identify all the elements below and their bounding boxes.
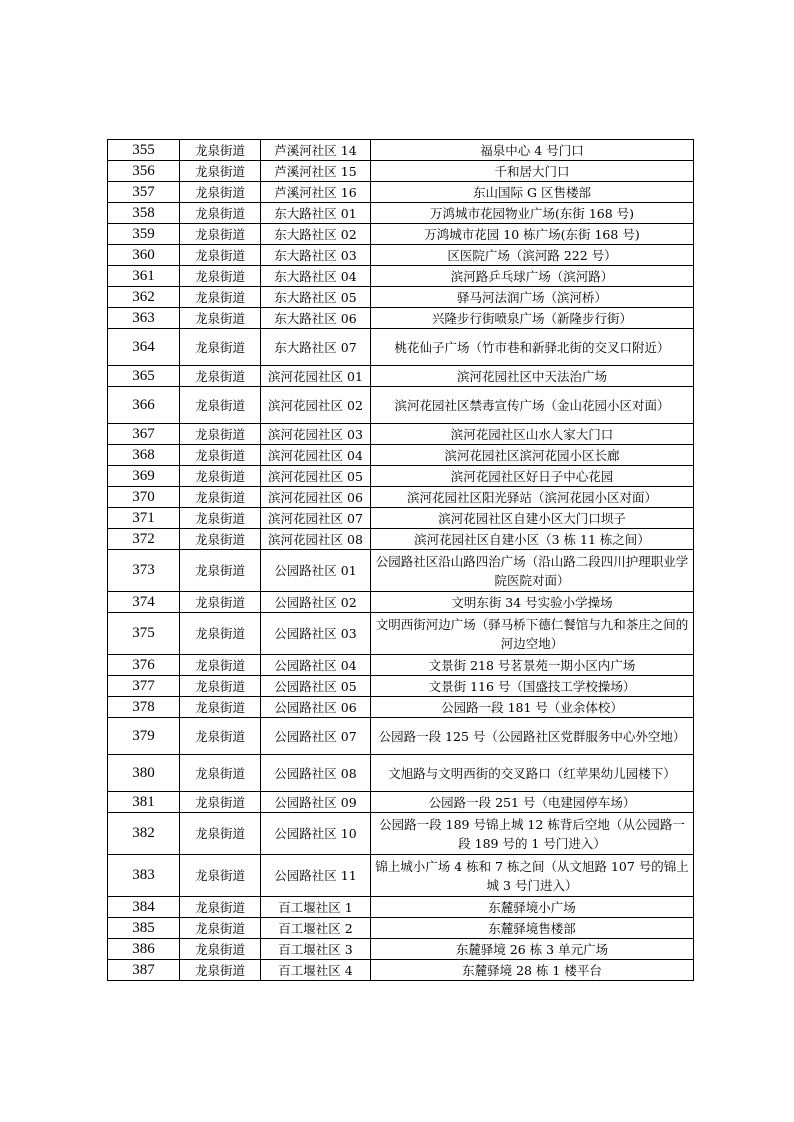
site-name: 东大路社区 06 xyxy=(261,308,371,329)
row-number: 373 xyxy=(108,550,180,592)
table-row xyxy=(108,366,694,387)
street-name: 龙泉街道 xyxy=(180,224,261,245)
row-number: 386 xyxy=(108,939,180,960)
street-name: 龙泉街道 xyxy=(180,445,261,466)
site-location: 兴隆步行街喷泉广场（新隆步行街） xyxy=(371,308,694,329)
table-row xyxy=(108,387,694,424)
street-name: 龙泉街道 xyxy=(180,161,261,182)
site-name: 滨河花园社区 04 xyxy=(261,445,371,466)
sites-table xyxy=(107,139,694,981)
site-name: 滨河花园社区 05 xyxy=(261,466,371,487)
site-name: 公园路社区 02 xyxy=(261,592,371,613)
table-row xyxy=(108,792,694,813)
street-name: 龙泉街道 xyxy=(180,755,261,792)
site-location: 滨河花园社区自建小区大门口坝子 xyxy=(371,508,694,529)
site-location: 锦上城小广场 4 栋和 7 栋之间（从文旭路 107 号的锦上城 3 号门进入） xyxy=(371,855,694,897)
street-name: 龙泉街道 xyxy=(180,813,261,855)
street-name: 龙泉街道 xyxy=(180,918,261,939)
street-name: 龙泉街道 xyxy=(180,655,261,676)
street-name: 龙泉街道 xyxy=(180,287,261,308)
site-location: 千和居大门口 xyxy=(371,161,694,182)
site-name: 公园路社区 01 xyxy=(261,550,371,592)
street-name: 龙泉街道 xyxy=(180,424,261,445)
site-location: 公园路一段 181 号（业余体校） xyxy=(371,697,694,718)
table-row xyxy=(108,918,694,939)
row-number: 365 xyxy=(108,366,180,387)
site-name: 芦溪河社区 16 xyxy=(261,182,371,203)
row-number: 376 xyxy=(108,655,180,676)
table-row xyxy=(108,161,694,182)
site-name: 东大路社区 02 xyxy=(261,224,371,245)
row-number: 377 xyxy=(108,676,180,697)
row-number: 358 xyxy=(108,203,180,224)
table-row xyxy=(108,424,694,445)
table-row xyxy=(108,445,694,466)
street-name: 龙泉街道 xyxy=(180,529,261,550)
table-row xyxy=(108,718,694,755)
site-location: 福泉中心 4 号门口 xyxy=(371,140,694,161)
row-number: 355 xyxy=(108,140,180,161)
table-row xyxy=(108,508,694,529)
table-row xyxy=(108,755,694,792)
site-location: 桃花仙子广场（竹市巷和新驿北街的交叉口附近） xyxy=(371,329,694,366)
site-location: 东麓驿境 26 栋 3 单元广场 xyxy=(371,939,694,960)
site-location: 滨河花园社区山水人家大门口 xyxy=(371,424,694,445)
site-location: 公园路一段 251 号（电建园停车场） xyxy=(371,792,694,813)
street-name: 龙泉街道 xyxy=(180,487,261,508)
street-name: 龙泉街道 xyxy=(180,550,261,592)
site-name: 滨河花园社区 03 xyxy=(261,424,371,445)
table-row xyxy=(108,224,694,245)
row-number: 357 xyxy=(108,182,180,203)
site-location: 公园路一段 189 号锦上城 12 栋背后空地（从公园路一段 189 号的 1 号门进入） xyxy=(371,813,694,855)
street-name: 龙泉街道 xyxy=(180,697,261,718)
site-name: 东大路社区 01 xyxy=(261,203,371,224)
table-row xyxy=(108,813,694,855)
row-number: 364 xyxy=(108,329,180,366)
row-number: 361 xyxy=(108,266,180,287)
street-name: 龙泉街道 xyxy=(180,613,261,655)
street-name: 龙泉街道 xyxy=(180,939,261,960)
table-row xyxy=(108,550,694,592)
table-row xyxy=(108,613,694,655)
row-number: 360 xyxy=(108,245,180,266)
site-name: 公园路社区 11 xyxy=(261,855,371,897)
table-row xyxy=(108,676,694,697)
site-location: 滨河花园社区好日子中心花园 xyxy=(371,466,694,487)
street-name: 龙泉街道 xyxy=(180,182,261,203)
row-number: 371 xyxy=(108,508,180,529)
street-name: 龙泉街道 xyxy=(180,960,261,981)
street-name: 龙泉街道 xyxy=(180,140,261,161)
site-name: 百工堰社区 4 xyxy=(261,960,371,981)
site-name: 公园路社区 05 xyxy=(261,676,371,697)
site-name: 东大路社区 07 xyxy=(261,329,371,366)
site-location: 东山国际 G 区售楼部 xyxy=(371,182,694,203)
row-number: 370 xyxy=(108,487,180,508)
site-location: 文明东街 34 号实验小学操场 xyxy=(371,592,694,613)
table-row xyxy=(108,466,694,487)
row-number: 381 xyxy=(108,792,180,813)
row-number: 379 xyxy=(108,718,180,755)
table-row xyxy=(108,487,694,508)
street-name: 龙泉街道 xyxy=(180,329,261,366)
site-name: 滨河花园社区 02 xyxy=(261,387,371,424)
street-name: 龙泉街道 xyxy=(180,308,261,329)
site-location: 滨河花园社区中天法治广场 xyxy=(371,366,694,387)
street-name: 龙泉街道 xyxy=(180,245,261,266)
site-name: 百工堰社区 2 xyxy=(261,918,371,939)
site-name: 百工堰社区 3 xyxy=(261,939,371,960)
row-number: 378 xyxy=(108,697,180,718)
row-number: 356 xyxy=(108,161,180,182)
site-name: 百工堰社区 1 xyxy=(261,897,371,918)
site-location: 滨河花园社区禁毒宣传广场（金山花园小区对面） xyxy=(371,387,694,424)
row-number: 374 xyxy=(108,592,180,613)
site-name: 公园路社区 04 xyxy=(261,655,371,676)
street-name: 龙泉街道 xyxy=(180,366,261,387)
site-name: 公园路社区 09 xyxy=(261,792,371,813)
site-location: 万鸿城市花园 10 栋广场(东街 168 号) xyxy=(371,224,694,245)
table-row xyxy=(108,592,694,613)
site-location: 滨河花园社区阳光驿站（滨河花园小区对面） xyxy=(371,487,694,508)
street-name: 龙泉街道 xyxy=(180,508,261,529)
site-name: 滨河花园社区 06 xyxy=(261,487,371,508)
site-location: 滨河路乒乓球广场（滨河路） xyxy=(371,266,694,287)
site-location: 滨河花园社区自建小区（3 栋 11 栋之间） xyxy=(371,529,694,550)
street-name: 龙泉街道 xyxy=(180,592,261,613)
site-location: 驿马河法润广场（滨河桥） xyxy=(371,287,694,308)
site-location: 文旭路与文明西街的交叉路口（红苹果幼儿园楼下） xyxy=(371,755,694,792)
street-name: 龙泉街道 xyxy=(180,266,261,287)
sites-table-body xyxy=(108,140,694,981)
site-name: 公园路社区 10 xyxy=(261,813,371,855)
site-location: 公园路一段 125 号（公园路社区党群服务中心外空地） xyxy=(371,718,694,755)
street-name: 龙泉街道 xyxy=(180,387,261,424)
row-number: 372 xyxy=(108,529,180,550)
street-name: 龙泉街道 xyxy=(180,203,261,224)
site-location: 区医院广场（滨河路 222 号） xyxy=(371,245,694,266)
row-number: 387 xyxy=(108,960,180,981)
table-row xyxy=(108,329,694,366)
street-name: 龙泉街道 xyxy=(180,718,261,755)
row-number: 362 xyxy=(108,287,180,308)
street-name: 龙泉街道 xyxy=(180,792,261,813)
site-name: 东大路社区 03 xyxy=(261,245,371,266)
row-number: 367 xyxy=(108,424,180,445)
row-number: 366 xyxy=(108,387,180,424)
row-number: 385 xyxy=(108,918,180,939)
site-name: 东大路社区 04 xyxy=(261,266,371,287)
row-number: 382 xyxy=(108,813,180,855)
site-location: 文景街 116 号（国盛技工学校操场） xyxy=(371,676,694,697)
street-name: 龙泉街道 xyxy=(180,855,261,897)
street-name: 龙泉街道 xyxy=(180,676,261,697)
table-row xyxy=(108,140,694,161)
row-number: 383 xyxy=(108,855,180,897)
street-name: 龙泉街道 xyxy=(180,466,261,487)
site-name: 东大路社区 05 xyxy=(261,287,371,308)
table-row xyxy=(108,960,694,981)
table-row xyxy=(108,897,694,918)
site-name: 公园路社区 06 xyxy=(261,697,371,718)
table-row xyxy=(108,529,694,550)
table-row xyxy=(108,697,694,718)
table-row xyxy=(108,182,694,203)
table-row xyxy=(108,939,694,960)
site-location: 文景街 218 号茗景苑一期小区内广场 xyxy=(371,655,694,676)
site-location: 公园路社区沿山路四治广场（沿山路二段四川护理职业学院医院对面） xyxy=(371,550,694,592)
site-name: 芦溪河社区 14 xyxy=(261,140,371,161)
site-name: 滨河花园社区 01 xyxy=(261,366,371,387)
site-name: 公园路社区 08 xyxy=(261,755,371,792)
row-number: 363 xyxy=(108,308,180,329)
table-row xyxy=(108,308,694,329)
site-location: 文明西街河边广场（驿马桥下德仁餐馆与九和茶庄之间的河边空地） xyxy=(371,613,694,655)
table-row xyxy=(108,655,694,676)
row-number: 369 xyxy=(108,466,180,487)
street-name: 龙泉街道 xyxy=(180,897,261,918)
site-location: 东麓驿境售楼部 xyxy=(371,918,694,939)
row-number: 359 xyxy=(108,224,180,245)
site-name: 公园路社区 07 xyxy=(261,718,371,755)
site-name: 滨河花园社区 08 xyxy=(261,529,371,550)
table-row xyxy=(108,855,694,897)
site-location: 滨河花园社区滨河花园小区长廊 xyxy=(371,445,694,466)
row-number: 384 xyxy=(108,897,180,918)
site-name: 公园路社区 03 xyxy=(261,613,371,655)
site-name: 芦溪河社区 15 xyxy=(261,161,371,182)
table-row xyxy=(108,266,694,287)
table-row xyxy=(108,203,694,224)
site-location: 东麓驿境小广场 xyxy=(371,897,694,918)
site-location: 万鸿城市花园物业广场(东街 168 号) xyxy=(371,203,694,224)
site-location: 东麓驿境 28 栋 1 楼平台 xyxy=(371,960,694,981)
table-row xyxy=(108,287,694,308)
table-row xyxy=(108,245,694,266)
site-name: 滨河花园社区 07 xyxy=(261,508,371,529)
row-number: 380 xyxy=(108,755,180,792)
row-number: 375 xyxy=(108,613,180,655)
row-number: 368 xyxy=(108,445,180,466)
